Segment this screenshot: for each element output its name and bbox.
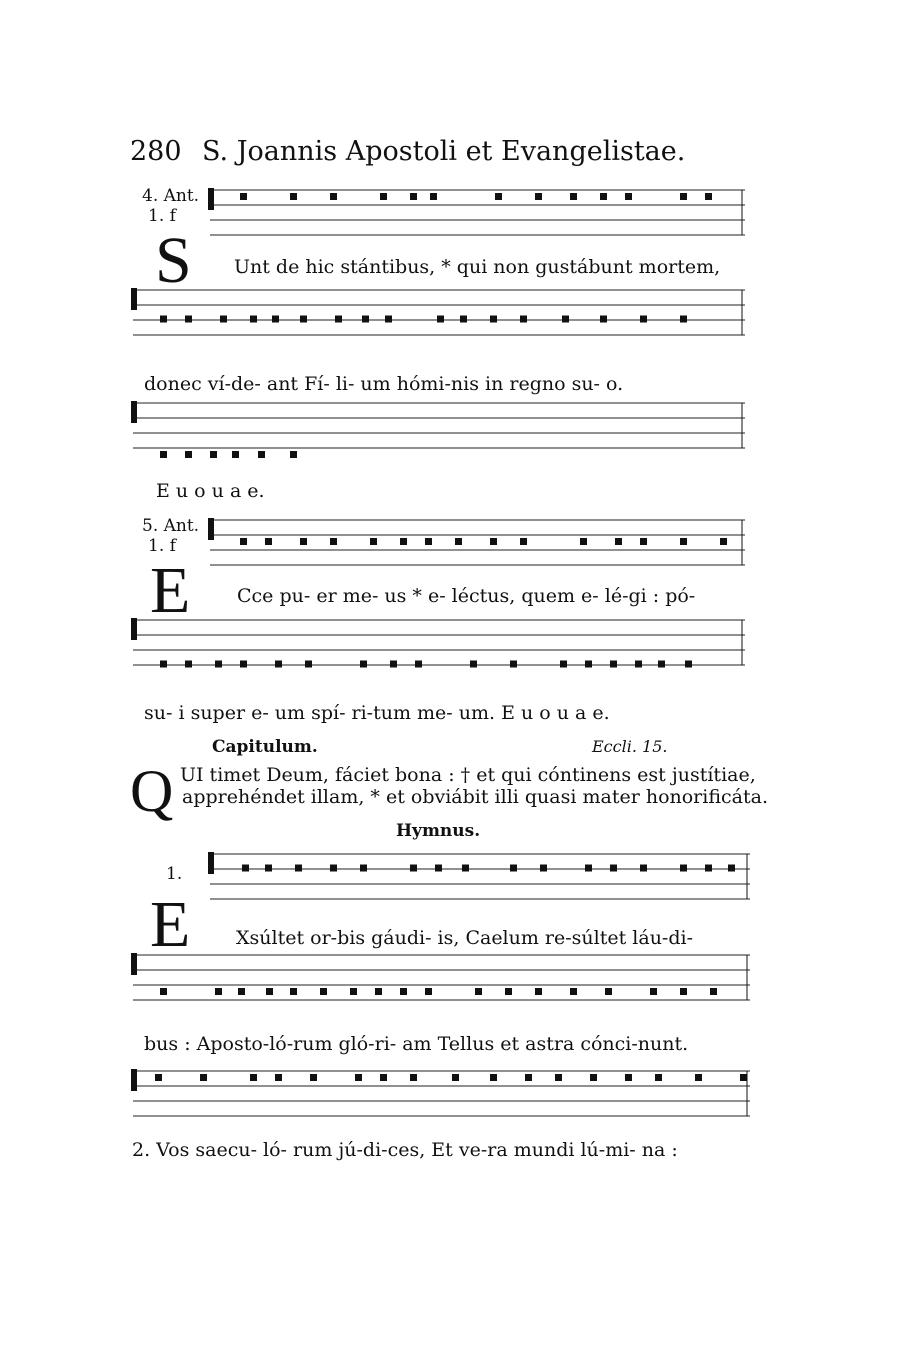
neume-note	[475, 988, 482, 995]
neume-note	[520, 316, 527, 323]
neume-note	[462, 865, 469, 872]
neume-note	[740, 1074, 747, 1081]
neume-note	[615, 538, 622, 545]
antiphon-5-lyric-line-2: su- i super e- um spí- ri-tum me- um. E u o u a e.	[144, 702, 610, 724]
neume-note	[625, 1074, 632, 1081]
neume-note	[250, 1074, 257, 1081]
clef-mark	[208, 188, 214, 210]
neume-note	[680, 316, 687, 323]
neume-note	[555, 1074, 562, 1081]
capitulum-reference: Eccli. 15.	[592, 737, 668, 756]
neume-note	[272, 316, 279, 323]
neume-note	[585, 661, 592, 668]
clef-mark	[131, 618, 137, 640]
hymnus-lyric-line-2: bus : Aposto-ló-rum gló-ri- am Tellus et astra cónci-nunt.	[144, 1033, 689, 1055]
neume-note	[705, 865, 712, 872]
neume-note	[562, 316, 569, 323]
neume-note	[155, 1074, 162, 1081]
neume-note	[320, 988, 327, 995]
page-number: 280	[130, 136, 182, 167]
neume-note	[330, 193, 337, 200]
neume-note	[295, 865, 302, 872]
hymnus-lyric-line-3: 2. Vos saecu- ló- rum jú-di-ces, Et ve-ra mundi lú-mi- na :	[132, 1139, 678, 1161]
neume-note	[275, 661, 282, 668]
neume-note	[600, 193, 607, 200]
capitulum-heading: Capitulum.	[212, 737, 318, 757]
neume-note	[410, 865, 417, 872]
neume-note	[300, 538, 307, 545]
hymnus-heading: Hymnus.	[396, 821, 481, 841]
neume-note	[380, 1074, 387, 1081]
neume-note	[590, 1074, 597, 1081]
neume-note	[185, 316, 192, 323]
neume-note	[650, 988, 657, 995]
neume-note	[385, 316, 392, 323]
clef-mark	[131, 953, 137, 975]
neume-note	[355, 1074, 362, 1081]
neume-note	[275, 1074, 282, 1081]
neume-note	[375, 988, 382, 995]
neume-note	[360, 865, 367, 872]
antiphon-4-label: 4. Ant.	[142, 186, 200, 206]
neume-note	[540, 865, 547, 872]
neume-note	[390, 661, 397, 668]
antiphon-4-lyric-line-1: Unt de hic stántibus, * qui non gustábunt mortem,	[234, 256, 721, 278]
neume-note	[455, 538, 462, 545]
capitulum-line-2: apprehéndet illam, * et obviábit illi quasi mater honorificáta.	[182, 786, 768, 808]
neume-note	[680, 988, 687, 995]
neume-note	[310, 1074, 317, 1081]
neume-note	[215, 988, 222, 995]
clef-mark	[131, 1069, 137, 1091]
neume-note	[300, 316, 307, 323]
neume-note	[160, 316, 167, 323]
neume-note	[240, 661, 247, 668]
neume-note	[610, 865, 617, 872]
neume-note	[240, 538, 247, 545]
antiphon-4-drop-cap: S	[155, 224, 192, 297]
neume-note	[200, 1074, 207, 1081]
neume-note	[580, 538, 587, 545]
neume-note	[210, 451, 217, 458]
neume-note	[266, 988, 273, 995]
neume-note	[625, 193, 632, 200]
neume-note	[362, 316, 369, 323]
antiphon-5-lyric-line-1: Cce pu- er me- us * e- léctus, quem e- lé-gi : pó-	[237, 585, 696, 607]
neume-note	[437, 316, 444, 323]
neume-note	[658, 661, 665, 668]
neume-note	[400, 538, 407, 545]
neume-note	[490, 1074, 497, 1081]
neume-note	[360, 661, 367, 668]
neume-note	[495, 193, 502, 200]
neume-note	[605, 988, 612, 995]
clef-mark	[208, 852, 214, 874]
neume-note	[350, 988, 357, 995]
neume-note	[640, 865, 647, 872]
neume-note	[695, 1074, 702, 1081]
clef-mark	[131, 401, 137, 423]
neume-note	[655, 1074, 662, 1081]
neume-note	[425, 538, 432, 545]
neume-note	[705, 193, 712, 200]
neume-note	[335, 316, 342, 323]
neume-note	[265, 865, 272, 872]
neume-note	[290, 451, 297, 458]
neume-note	[160, 661, 167, 668]
neume-note	[490, 316, 497, 323]
antiphon-5-mode: 1. f	[148, 536, 176, 556]
neume-note	[452, 1074, 459, 1081]
neume-note	[680, 865, 687, 872]
neume-note	[238, 988, 245, 995]
antiphon-5-drop-cap: E	[150, 554, 191, 627]
neume-note	[505, 988, 512, 995]
neume-note	[460, 316, 467, 323]
neume-note	[490, 538, 497, 545]
hymnus-lyric-line-1: Xsúltet or-bis gáudi- is, Caelum re-súltet láu-di-	[236, 927, 694, 949]
neume-note	[680, 538, 687, 545]
neume-note	[232, 451, 239, 458]
antiphon-5-label: 5. Ant.	[142, 516, 200, 536]
neume-note	[640, 316, 647, 323]
neume-note	[185, 451, 192, 458]
neume-note	[380, 193, 387, 200]
neume-note	[242, 865, 249, 872]
neume-note	[470, 661, 477, 668]
antiphon-4-euouae: E u o u a e.	[156, 480, 265, 502]
capitulum-line-1: UI timet Deum, fáciet bona : † et qui cóntinens est justítiae,	[180, 764, 756, 786]
neume-note	[710, 988, 717, 995]
neume-note	[510, 865, 517, 872]
neume-note	[680, 193, 687, 200]
neume-note	[290, 988, 297, 995]
neume-note	[415, 661, 422, 668]
neume-note	[560, 661, 567, 668]
neume-note	[305, 661, 312, 668]
neume-note	[685, 661, 692, 668]
page-header	[130, 136, 685, 167]
neume-note	[635, 661, 642, 668]
neume-note	[720, 538, 727, 545]
neume-note	[265, 538, 272, 545]
clef-mark	[131, 288, 137, 310]
neume-note	[510, 661, 517, 668]
neume-note	[185, 661, 192, 668]
neume-note	[728, 865, 735, 872]
neume-note	[640, 538, 647, 545]
neume-note	[600, 316, 607, 323]
neume-note	[535, 988, 542, 995]
neume-note	[410, 1074, 417, 1081]
neume-note	[160, 451, 167, 458]
capitulum-drop-cap: Q	[130, 758, 174, 824]
neume-note	[370, 538, 377, 545]
neume-note	[240, 193, 247, 200]
hymnus-verse-number: 1.	[166, 864, 183, 884]
neume-note	[330, 538, 337, 545]
neume-note	[570, 988, 577, 995]
neume-note	[535, 193, 542, 200]
hymnus-drop-cap: E	[150, 888, 191, 961]
neume-note	[610, 661, 617, 668]
neume-note	[250, 316, 257, 323]
neume-note	[215, 661, 222, 668]
neume-note	[330, 865, 337, 872]
neume-note	[410, 193, 417, 200]
antiphon-4-lyric-line-2: donec ví-de- ant Fí- li- um hómi-nis in regno su- o.	[144, 373, 624, 395]
neume-note	[160, 988, 167, 995]
neume-note	[425, 988, 432, 995]
neume-note	[570, 193, 577, 200]
neume-note	[585, 865, 592, 872]
neume-note	[525, 1074, 532, 1081]
neume-note	[435, 865, 442, 872]
neume-note	[258, 451, 265, 458]
neume-note	[520, 538, 527, 545]
neume-note	[290, 193, 297, 200]
clef-mark	[208, 518, 214, 540]
antiphon-4-mode: 1. f	[148, 206, 176, 226]
neume-note	[430, 193, 437, 200]
page-title: S. Joannis Apostoli et Evangelistae.	[202, 136, 686, 167]
neume-note	[400, 988, 407, 995]
neume-note	[220, 316, 227, 323]
